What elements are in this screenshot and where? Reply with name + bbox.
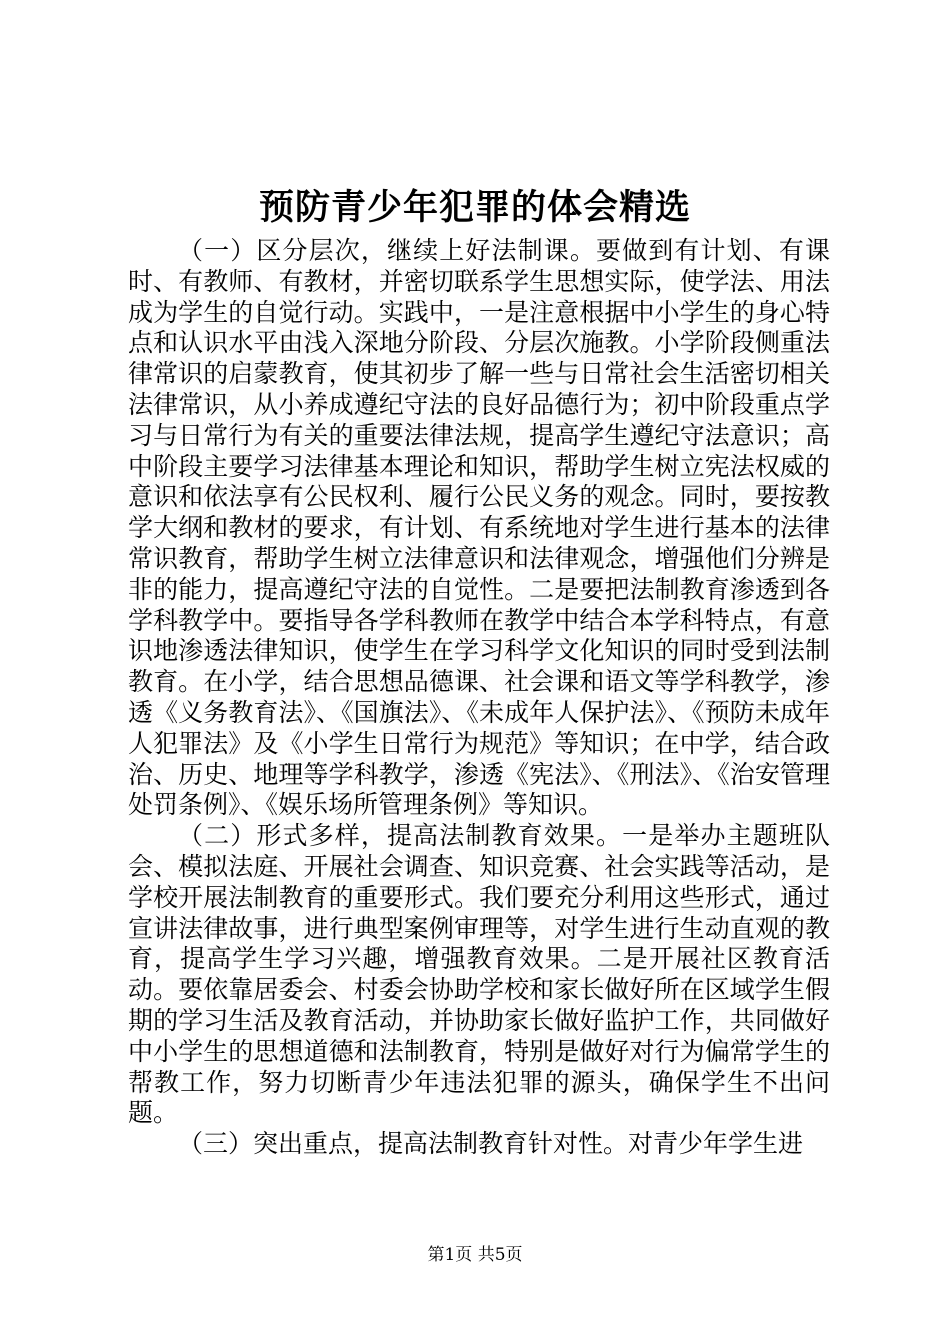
document-title: 预防青少年犯罪的体会精选	[258, 187, 691, 228]
page-footer: 第1页 共5页	[427, 1245, 523, 1265]
paragraph-2: （二）形式多样，提高法制教育效果。一是举办主题班队会、模拟法庭、开展社会调查、知识竞赛、社会实践等活动，是学校开展法制教育的重要形式。我们要充分利用这些形式，通过宣讲法律故事，进行典型案例审理等，对学生进行生动直观的教育，提高学生学习兴趣，增强教育效果。二是开展社区教育活动。要依靠居委会、村委会协助学校和家长做好所在区域学生假期的学习生活及教育活动，并协助家长做好监护工作，共同做好中小学生的思想道德和法制教育，特别是做好对行为偏常学生的帮教工作，努力切断青少年违法犯罪的源头，确保学生不出问题。	[128, 821, 830, 1128]
paragraph-1: （一）区分层次，继续上好法制课。要做到有计划、有课时、有教师、有教材，并密切联系学生思想实际，使学法、用法成为学生的自觉行动。实践中，一是注意根据中小学生的身心特点和认识水平由浅入深地分阶段、分层次施教。小学阶段侧重法律常识的启蒙教育，使其初步了解一些与日常社会生活密切相关法律常识，从小养成遵纪守法的良好品德行为；初中阶段重点学习与日常行为有关的重要法律法规，提高学生遵纪守法意识；高中阶段主要学习法律基本理论和知识，帮助学生树立宪法权威的意识和依法享有公民权利、履行公民义务的观念。同时，要按教学大纲和教材的要求，有计划、有系统地对学生进行基本的法律常识教育，帮助学生树立法律意识和法律观念，增强他们分辨是非的能力，提高遵纪守法的自觉性。二是要把法制教育渗透到各学科教学中。要指导各学科教师在教学中结合本学科特点，有意识地渗透法律知识，使学生在学习科学文化知识的同时受到法制教育。在小学，结合思想品德课、社会课和语文等学科教学，渗透《义务教育法》、《国旗法》、《未成年人保护法》、《预防未成年人犯罪法》及《小学生日常行为规范》等知识；在中学，结合政治、历史、地理等学科教学，渗透《宪法》、《刑法》、《治安管理处罚条例》、《娱乐场所管理条例》等知识。	[128, 236, 830, 820]
document-body	[128, 236, 830, 1160]
paragraph-3: （三）突出重点，提高法制教育针对性。对青少年学生进	[178, 1129, 804, 1159]
